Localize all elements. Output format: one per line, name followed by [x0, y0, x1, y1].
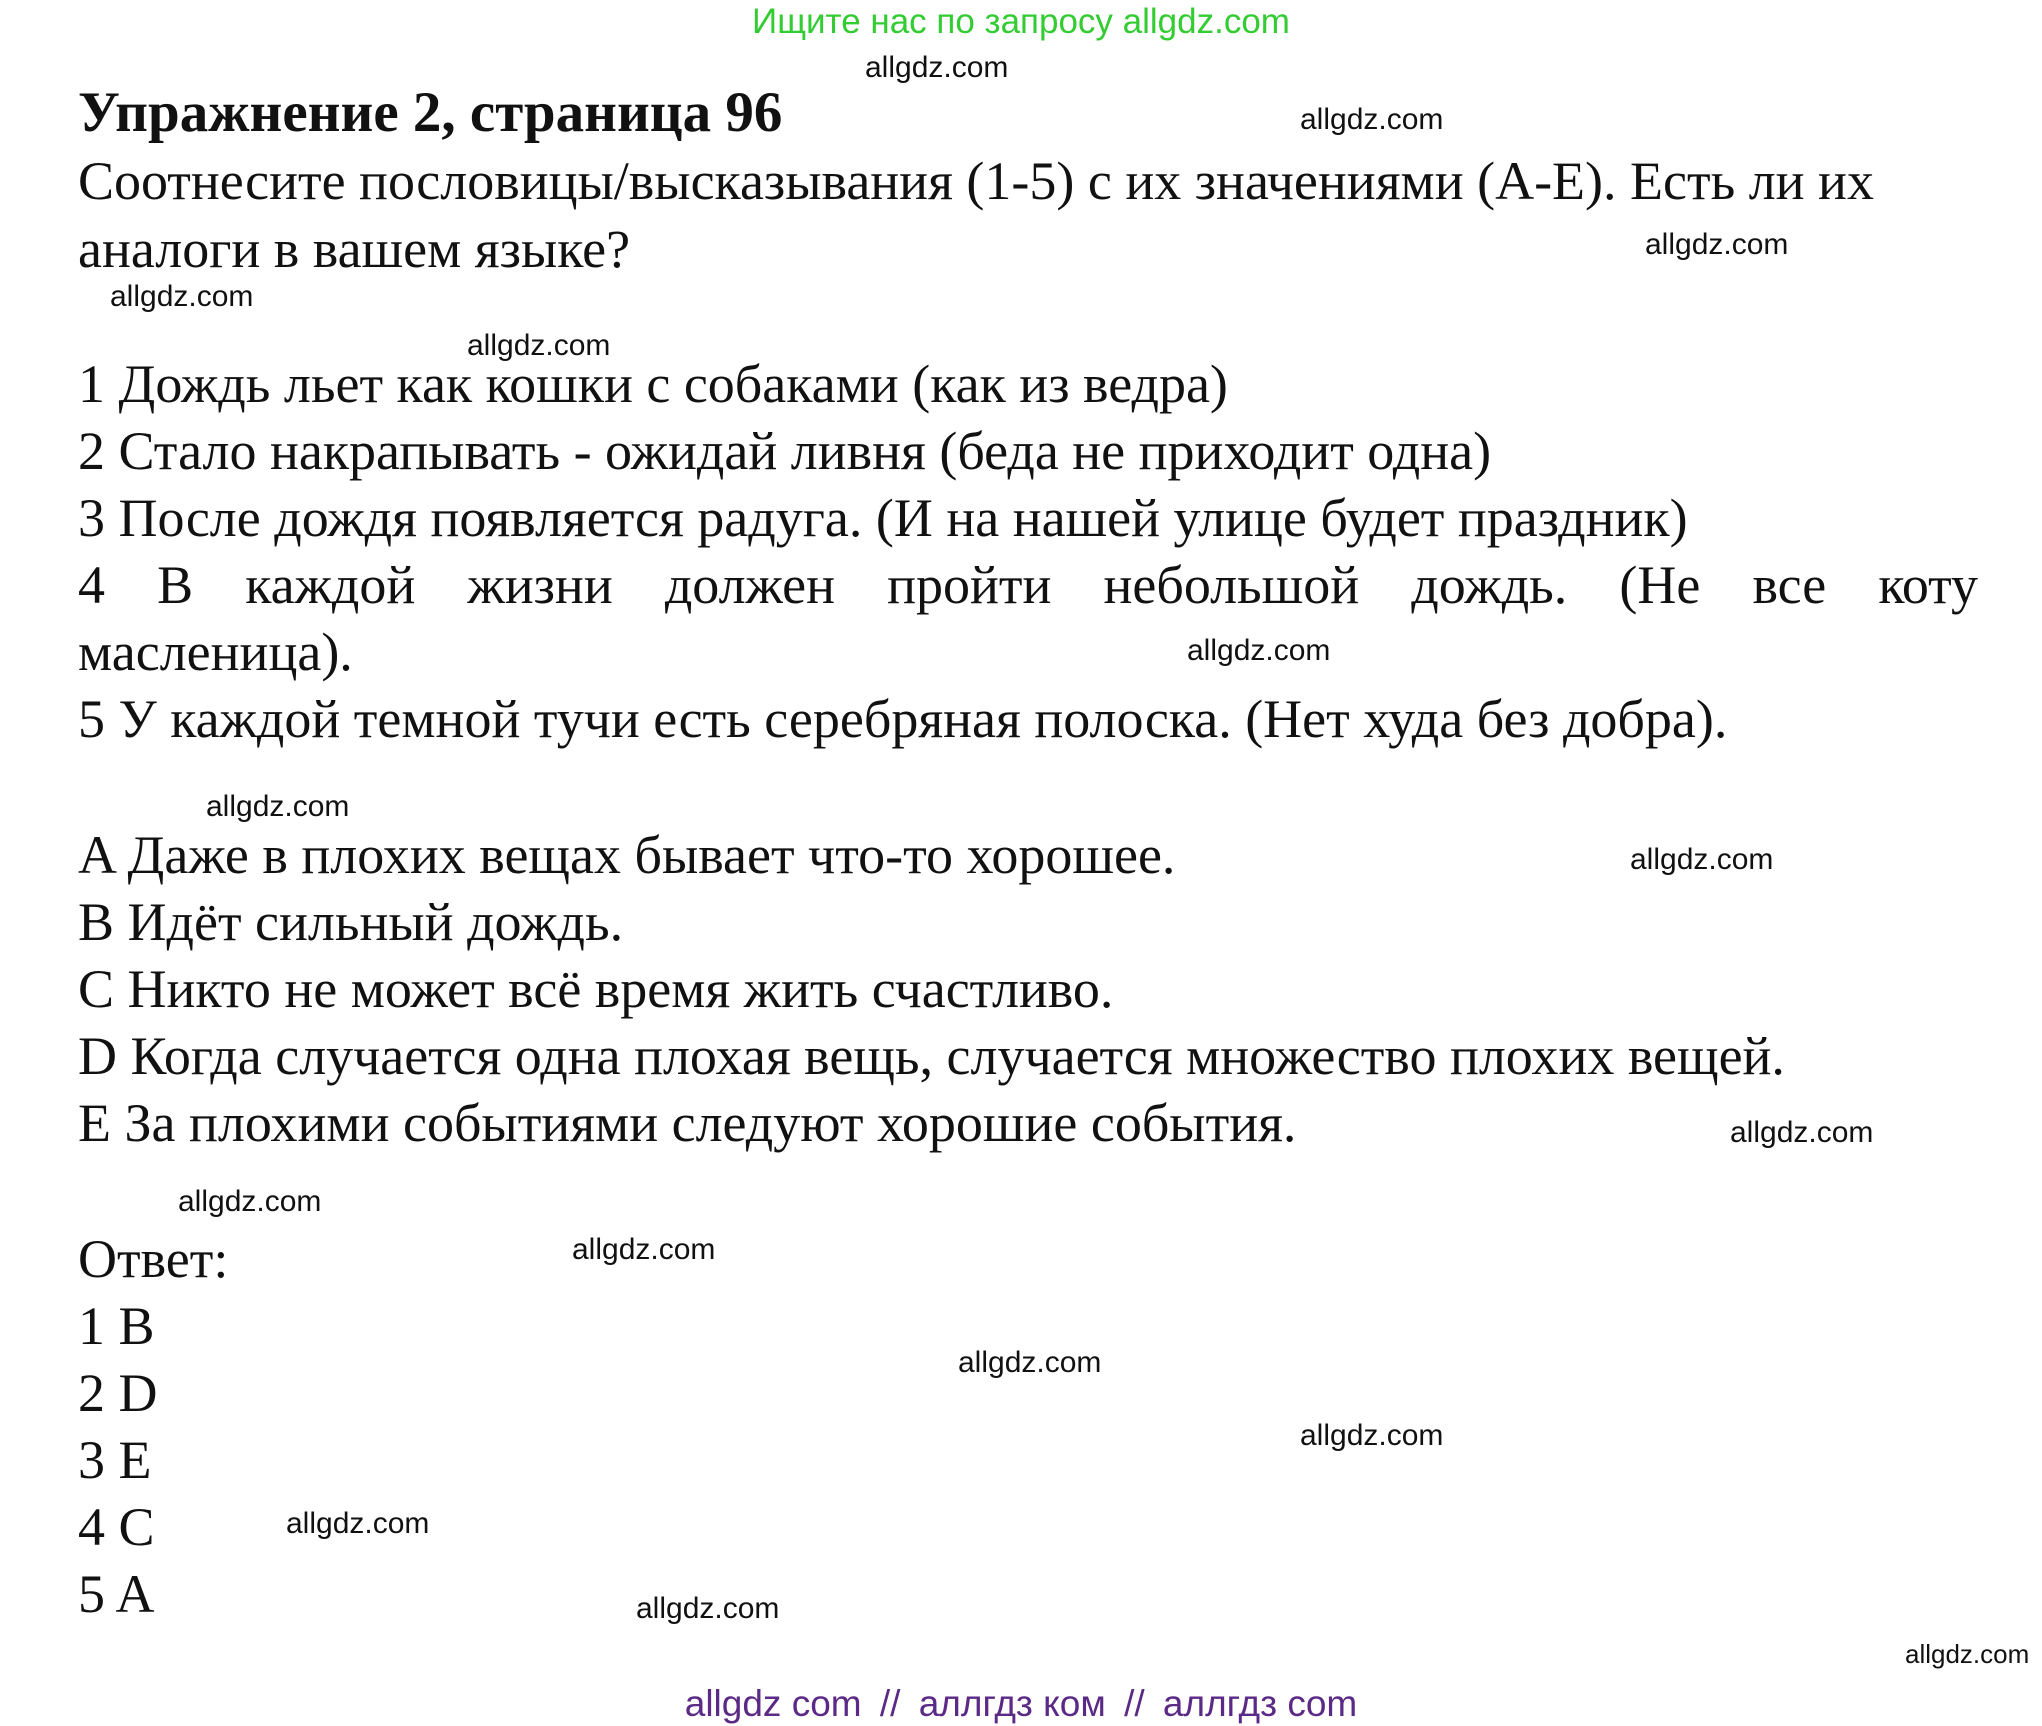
watermark: allgdz.com — [206, 790, 350, 823]
meaning-e: E За плохими событиями следуют хорошие события. — [78, 1093, 1297, 1153]
proverb-4: 4 В каждой жизни должен пройти небольшой дождь. (Не все коту — [78, 555, 1978, 615]
top-banner: Ищите нас по запросу allgdz.com — [752, 2, 1290, 41]
meaning-a: A Даже в плохих вещах бывает что-то хорошее. — [78, 825, 1176, 885]
watermark: allgdz.com — [958, 1346, 1102, 1379]
footer-separator: // — [1124, 1683, 1145, 1724]
answer-item-1: 1 B — [78, 1296, 155, 1356]
answer-item-5: 5 A — [78, 1564, 155, 1624]
answer-item-3: 3 E — [78, 1430, 152, 1490]
answer-item-2: 2 D — [78, 1363, 158, 1423]
watermark: allgdz.com — [1187, 634, 1331, 667]
watermark: allgdz.com — [1630, 843, 1774, 876]
watermark: allgdz.com — [1300, 103, 1444, 136]
watermark: allgdz.com — [178, 1185, 322, 1218]
footer — [0, 1682, 2042, 1726]
watermark: allgdz.com — [1300, 1419, 1444, 1452]
proverb-3: 3 После дождя появляется радуга. (И на нашей улице будет праздник) — [78, 488, 1688, 548]
watermark: allgdz.com — [286, 1507, 430, 1540]
meaning-b: B Идёт сильный дождь. — [78, 892, 624, 952]
page-title: Упражнение 2, страница 96 — [78, 81, 783, 144]
proverb-1: 1 Дождь льет как кошки с собаками (как из ведра) — [78, 354, 1228, 414]
watermark: allgdz.com — [636, 1592, 780, 1625]
proverb-5: 5 У каждой темной тучи есть серебряная полоска. (Нет худа без добра). — [78, 689, 1728, 749]
footer-part: аллгдз com — [1162, 1683, 1358, 1724]
watermark: allgdz.com — [1905, 1639, 2030, 1669]
footer-separator: // — [879, 1683, 901, 1724]
proverb-4-continued: масленица). — [78, 622, 353, 682]
meaning-c: C Никто не может всё время жить счастливо. — [78, 959, 1114, 1019]
meaning-d: D Когда случается одна плохая вещь, случается множество плохих вещей. — [78, 1026, 1785, 1086]
watermark: allgdz.com — [1730, 1116, 1874, 1149]
task-text: Соотнесите пословицы/высказывания (1-5) с их значениями (A-E). Есть ли их аналоги в вашем языке? — [78, 151, 1874, 279]
footer-part: аллгдз ком — [918, 1683, 1106, 1724]
footer-part: allgdz com — [684, 1683, 862, 1724]
answer-label: Ответ: — [78, 1229, 229, 1289]
watermark: allgdz.com — [865, 51, 1009, 84]
watermark: allgdz.com — [572, 1233, 716, 1266]
watermark: allgdz.com — [1645, 228, 1789, 261]
watermark: allgdz.com — [467, 329, 611, 362]
answer-item-4: 4 C — [78, 1497, 155, 1557]
watermark: allgdz.com — [110, 280, 254, 313]
proverb-2: 2 Стало накрапывать - ожидай ливня (беда не приходит одна) — [78, 421, 1492, 481]
